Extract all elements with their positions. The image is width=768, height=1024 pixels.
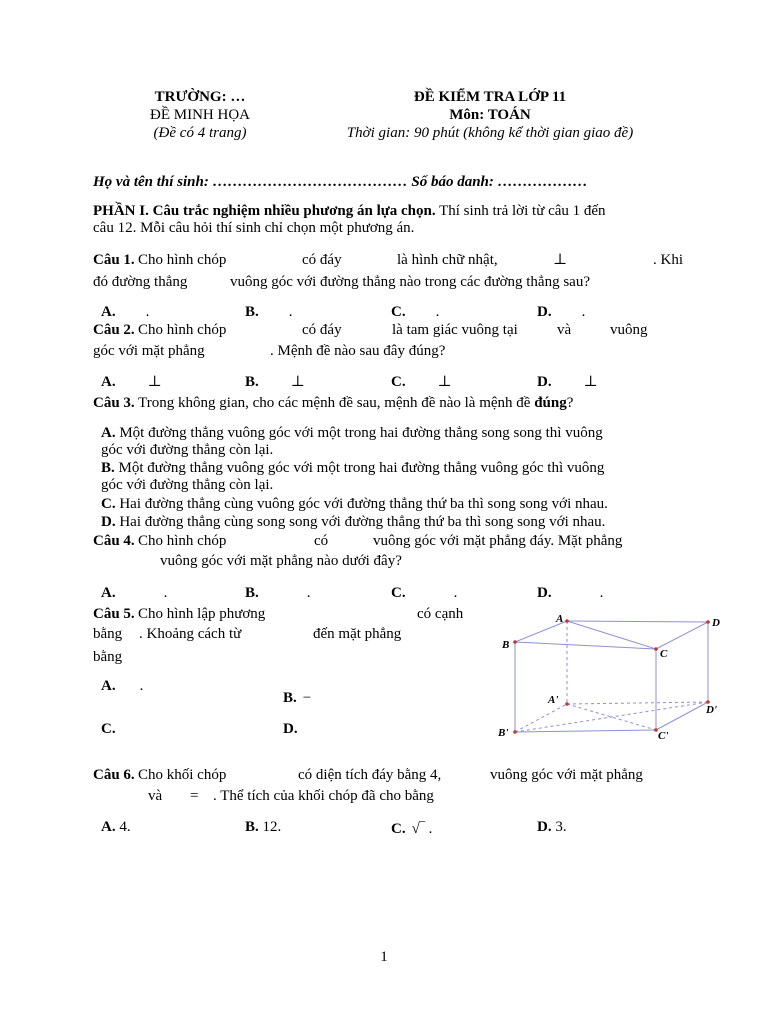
q1-option-b[interactable]: B. . bbox=[245, 304, 293, 320]
q5-text-a: Cho hình lập phương bbox=[138, 606, 266, 622]
q3-option-a-cont: góc với đường thẳng còn lại. bbox=[101, 442, 274, 458]
q1-option-d[interactable]: D. . bbox=[537, 304, 586, 320]
q6-option-d[interactable]: D. 3. bbox=[537, 819, 567, 835]
subject: Môn: TOÁN bbox=[449, 107, 531, 123]
q3-option-d[interactable]: D. Hai đường thẳng cùng song song với đường thẳng thứ ba thì song song với nhau. bbox=[101, 514, 606, 530]
point-B bbox=[513, 640, 517, 644]
q3-stem: Câu 3. Trong không gian, cho các mệnh đề sau, mệnh đề nào là mệnh đề đúng? bbox=[93, 395, 574, 411]
q5-option-c[interactable]: C. bbox=[101, 721, 116, 737]
q2-text-d: và bbox=[557, 322, 572, 338]
q6-text-c: vuông góc với mặt phẳng bbox=[490, 767, 643, 783]
label-B: B bbox=[502, 639, 510, 651]
q4-label: Câu 4. bbox=[93, 533, 135, 549]
part1-instr-2: câu 12. Mỗi câu hỏi thí sinh chỉ chọn một phương án. bbox=[93, 220, 415, 236]
q1-label: Câu 1. bbox=[93, 252, 135, 268]
q6-label: Câu 6. bbox=[93, 767, 135, 783]
label-Cp: C' bbox=[658, 730, 669, 742]
page-number: 1 bbox=[380, 949, 388, 965]
q4-option-c[interactable]: C. . bbox=[391, 585, 458, 601]
q3-option-b[interactable]: B. Một đường thẳng vuông góc với một trong hai đường thẳng vuông góc thì vuông bbox=[101, 460, 605, 476]
q4-text-b: có bbox=[314, 533, 329, 549]
q5-text-l2c: đến mặt phẳng bbox=[313, 626, 402, 642]
q3-option-b-cont: góc với đường thẳng còn lại. bbox=[101, 477, 274, 493]
q1-text-l2a: đó đường thẳng bbox=[93, 274, 188, 290]
q1-text-a: Cho hình chóp bbox=[138, 252, 227, 268]
q5-option-b[interactable]: B. − bbox=[283, 690, 312, 706]
q2-text-l2a: góc với mặt phẳng bbox=[93, 343, 205, 359]
q1-option-c[interactable]: C. . bbox=[391, 304, 440, 320]
point-A bbox=[565, 619, 569, 623]
q1-text-c: là hình chữ nhật, bbox=[397, 252, 498, 268]
q4-text-a: Cho hình chóp bbox=[138, 533, 227, 549]
q5-text-l3a: bằng bbox=[93, 649, 123, 665]
point-Ap bbox=[565, 702, 569, 706]
cube-figure bbox=[496, 612, 756, 742]
point-C bbox=[654, 647, 658, 651]
cube-edge-DC bbox=[656, 622, 708, 649]
q4-option-d[interactable]: D. . bbox=[537, 585, 604, 601]
q6-text-b: có diện tích đáy bằng 4, bbox=[298, 767, 442, 783]
q2-option-d[interactable]: D. ⊥ bbox=[537, 374, 598, 390]
q5-option-a[interactable]: A. . bbox=[101, 678, 144, 694]
label-Dp: D' bbox=[706, 704, 717, 716]
q4-option-a[interactable]: A. . bbox=[101, 585, 168, 601]
q2-text-b: có đáy bbox=[302, 322, 342, 338]
exam-title: ĐỀ KIỂM TRA LỚP 11 bbox=[413, 89, 567, 105]
q6-text-l2a: và bbox=[148, 788, 163, 804]
time-limit: Thời gian: 90 phút (không kể thời gian giao đề) bbox=[346, 125, 634, 141]
cube-edge-AD bbox=[567, 621, 708, 622]
q6-option-b[interactable]: B. 12. bbox=[245, 819, 282, 835]
q6-option-a[interactable]: A. 4. bbox=[101, 819, 131, 835]
q2-text-l2b: . Mệnh đề nào sau đây đúng? bbox=[270, 343, 446, 359]
label-C: C bbox=[660, 648, 668, 660]
q5-text-l2b: . Khoảng cách từ bbox=[139, 626, 242, 642]
q3-option-c[interactable]: C. Hai đường thẳng cùng vuông góc với đường thẳng thứ ba thì song song với nhau. bbox=[101, 496, 608, 512]
label-Bp: B' bbox=[498, 727, 509, 739]
q6-option-c[interactable]: C. √‾ . bbox=[391, 821, 433, 837]
cube-hidden-ApDp bbox=[567, 702, 708, 704]
q2-text-c: là tam giác vuông tại bbox=[392, 322, 518, 338]
q3-option-a[interactable]: A. Một đường thẳng vuông góc với một trong hai đường thẳng song song thì vuông bbox=[101, 425, 603, 441]
label-Ap: A' bbox=[548, 694, 559, 706]
point-Bp bbox=[513, 730, 517, 734]
q1-option-a[interactable]: A. . bbox=[101, 304, 150, 320]
student-info-line: Họ và tên thí sinh: ………………………………… Số báo danh: ……………… bbox=[93, 174, 588, 190]
school-name: TRƯỜNG: … bbox=[154, 89, 246, 105]
cube-hidden-BpDp bbox=[515, 702, 708, 732]
q2-text-e: vuông bbox=[610, 322, 648, 338]
q5-text-b: có cạnh bbox=[417, 606, 464, 622]
q1-text-l2b: vuông góc với đường thẳng nào trong các đường thẳng sau? bbox=[230, 274, 590, 290]
q6-text-l2b: = bbox=[190, 788, 199, 804]
cube-edge-BC bbox=[515, 642, 656, 649]
part1-instr-1: Thí sinh trả lời từ câu 1 đến bbox=[435, 203, 606, 219]
q4-text-c: vuông góc với mặt phẳng đáy. Mặt phẳng bbox=[373, 533, 623, 549]
q4-option-b[interactable]: B. . bbox=[245, 585, 311, 601]
q1-text-e: . Khi bbox=[653, 252, 683, 268]
q2-text-a: Cho hình chóp bbox=[138, 322, 227, 338]
q6-text-a: Cho khối chóp bbox=[138, 767, 227, 783]
cube-edge-BpCp bbox=[515, 730, 656, 732]
q2-label: Câu 2. bbox=[93, 322, 135, 338]
q5-label: Câu 5. bbox=[93, 606, 135, 622]
q4-text-l2a: vuông góc với mặt phẳng nào dưới đây? bbox=[160, 553, 402, 569]
q1-perp-symbol: ⊥ bbox=[553, 252, 568, 268]
q6-text-l2c: . Thể tích của khối chóp đã cho bằng bbox=[213, 788, 434, 804]
part1-instructions bbox=[93, 202, 606, 220]
exam-type: ĐỀ MINH HỌA bbox=[150, 107, 250, 123]
q2-option-c[interactable]: C. ⊥ bbox=[391, 374, 452, 390]
pages-note: (Đề có 4 trang) bbox=[153, 125, 247, 141]
q1-text-b: có đáy bbox=[302, 252, 342, 268]
point-D bbox=[706, 620, 710, 624]
label-A: A bbox=[556, 613, 564, 625]
label-D: D bbox=[712, 617, 720, 629]
q5-option-d[interactable]: D. bbox=[283, 721, 298, 737]
q5-text-l2a: bằng bbox=[93, 626, 123, 642]
part1-heading: PHẦN I. Câu trắc nghiệm nhiều phương án lựa chọn. bbox=[93, 203, 436, 219]
q2-option-a[interactable]: A. ⊥ bbox=[101, 374, 162, 390]
q2-option-b[interactable]: B. ⊥ bbox=[245, 374, 305, 390]
